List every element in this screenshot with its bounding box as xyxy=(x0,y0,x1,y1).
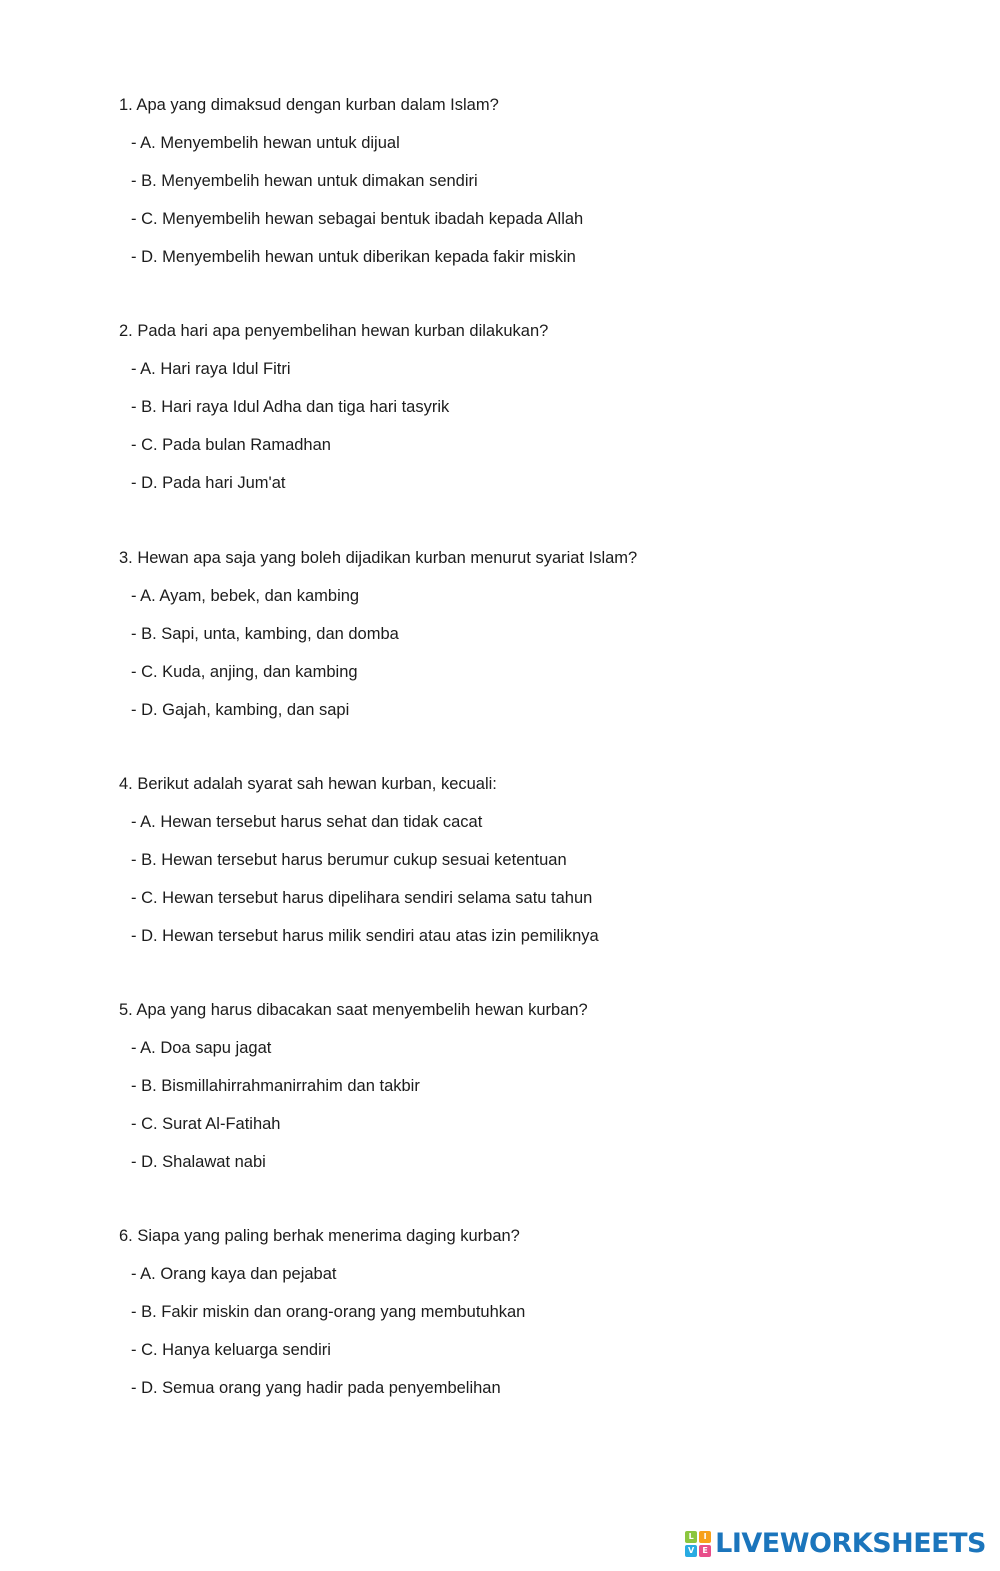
question-5 xyxy=(119,1000,879,1172)
option-b: - B. Menyembelih hewan untuk dimakan sendiri xyxy=(131,172,478,190)
logo-tile-l: L xyxy=(685,1531,697,1543)
logo-tile-e: E xyxy=(699,1545,711,1557)
question-1 xyxy=(119,95,879,267)
option-b: - B. Hari raya Idul Adha dan tiga hari tasyrik xyxy=(131,398,450,416)
option-a: - A. Hewan tersebut harus sehat dan tidak cacat xyxy=(131,813,483,831)
option-b: - B. Sapi, unta, kambing, dan domba xyxy=(131,625,399,643)
option-c: - C. Pada bulan Ramadhan xyxy=(131,436,331,454)
option-d: - D. Semua orang yang hadir pada penyembelihan xyxy=(131,1379,501,1397)
question-6 xyxy=(119,1226,879,1398)
question-text: 1. Apa yang dimaksud dengan kurban dalam Islam? xyxy=(119,96,499,114)
option-c: - C. Surat Al-Fatihah xyxy=(131,1115,281,1133)
option-b: - B. Fakir miskin dan orang-orang yang membutuhkan xyxy=(131,1303,526,1321)
question-text: 2. Pada hari apa penyembelihan hewan kurban dilakukan? xyxy=(119,322,549,340)
option-d: - D. Shalawat nabi xyxy=(131,1153,266,1171)
option-d: - D. Menyembelih hewan untuk diberikan kepada fakir miskin xyxy=(131,248,576,266)
option-c: - C. Menyembelih hewan sebagai bentuk ibadah kepada Allah xyxy=(131,210,584,228)
question-4 xyxy=(119,774,879,946)
question-2 xyxy=(119,321,879,493)
option-d: - D. Gajah, kambing, dan sapi xyxy=(131,701,350,719)
option-a: - A. Menyembelih hewan untuk dijual xyxy=(131,134,400,152)
logo-tile-i: I xyxy=(699,1531,711,1543)
logo-tile-v: V xyxy=(685,1545,697,1557)
option-a: - A. Hari raya Idul Fitri xyxy=(131,360,291,378)
question-text: 6. Siapa yang paling berhak menerima daging kurban? xyxy=(119,1227,520,1245)
option-b: - B. Bismillahirrahmanirrahim dan takbir xyxy=(131,1077,420,1095)
logo-text: LIVEWORKSHEETS xyxy=(715,1528,986,1559)
option-c: - C. Hanya keluarga sendiri xyxy=(131,1341,331,1359)
logo-mark-icon xyxy=(685,1531,711,1557)
option-c: - C. Hewan tersebut harus dipelihara sendiri selama satu tahun xyxy=(131,889,593,907)
option-b: - B. Hewan tersebut harus berumur cukup sesuai ketentuan xyxy=(131,851,567,869)
question-3 xyxy=(119,548,879,720)
option-a: - A. Ayam, bebek, dan kambing xyxy=(131,587,360,605)
option-d: - D. Pada hari Jum'at xyxy=(131,474,286,492)
option-c: - C. Kuda, anjing, dan kambing xyxy=(131,663,358,681)
option-a: - A. Orang kaya dan pejabat xyxy=(131,1265,337,1283)
liveworksheets-logo xyxy=(685,1527,986,1561)
question-text: 4. Berikut adalah syarat sah hewan kurban, kecuali: xyxy=(119,775,497,793)
question-text: 5. Apa yang harus dibacakan saat menyembelih hewan kurban? xyxy=(119,1001,588,1019)
question-text: 3. Hewan apa saja yang boleh dijadikan kurban menurut syariat Islam? xyxy=(119,549,638,567)
option-a: - A. Doa sapu jagat xyxy=(131,1039,272,1057)
option-d: - D. Hewan tersebut harus milik sendiri atau atas izin pemiliknya xyxy=(131,927,599,945)
